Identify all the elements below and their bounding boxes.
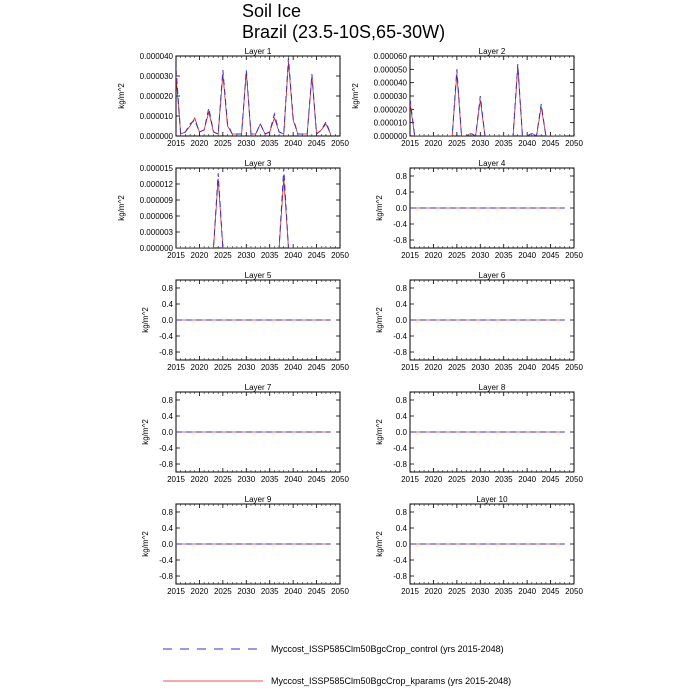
legend-label-kparams: Myccost_ISSP585Clm50BgcCrop_kparams (yrs 2015-2048) (271, 676, 512, 686)
panel-layer-5 (141, 271, 349, 372)
series-line-control (410, 64, 565, 136)
y-tick-label: 0.4 (395, 524, 407, 533)
panel-title: Layer 4 (478, 159, 506, 168)
series-line-kparams (410, 67, 565, 136)
x-tick-label: 2015 (167, 475, 185, 484)
x-tick-label: 2050 (331, 475, 349, 484)
x-tick-label: 2035 (494, 251, 513, 260)
y-axis-label: kg/m^2 (141, 531, 150, 557)
y-tick-label: 0.0 (395, 540, 407, 549)
y-tick-label: 0.000000 (139, 244, 173, 253)
y-tick-label: 0.8 (395, 396, 407, 405)
panel-title: Layer 8 (478, 383, 506, 392)
y-axis-label: kg/m^2 (375, 531, 384, 557)
panel-layer-10 (375, 495, 583, 596)
plot-frame (410, 56, 574, 136)
x-tick-label: 2025 (213, 139, 232, 148)
y-tick-label: 0.8 (161, 284, 173, 293)
x-tick-label: 2040 (284, 139, 303, 148)
y-tick-label: 0.0 (395, 204, 407, 213)
y-tick-label: 0.4 (395, 188, 407, 197)
x-tick-label: 2035 (494, 587, 513, 596)
x-tick-label: 2045 (541, 475, 560, 484)
y-tick-label: 0.000040 (373, 78, 407, 88)
x-tick-label: 2015 (167, 587, 185, 596)
figure-title: Soil Ice (242, 1, 302, 21)
y-tick-label: 0.0 (395, 428, 407, 437)
x-tick-label: 2035 (260, 475, 279, 484)
x-tick-label: 2040 (284, 363, 303, 372)
x-tick-label: 2050 (565, 363, 583, 372)
x-tick-label: 2045 (307, 139, 326, 148)
x-tick-label: 2045 (307, 251, 326, 260)
x-tick-label: 2040 (284, 475, 303, 484)
x-tick-label: 2050 (331, 251, 349, 260)
x-tick-label: 2040 (518, 587, 537, 596)
y-tick-label: 0.000010 (139, 112, 173, 121)
x-tick-label: 2050 (331, 139, 349, 148)
x-tick-label: 2015 (401, 363, 419, 372)
x-tick-label: 2045 (541, 139, 560, 148)
x-tick-label: 2035 (494, 139, 513, 148)
panel-title: Layer 2 (478, 47, 506, 56)
y-tick-label: 0.8 (161, 508, 173, 517)
y-tick-label: 0.4 (161, 524, 173, 533)
x-tick-label: 2015 (401, 475, 419, 484)
x-tick-label: 2045 (307, 475, 326, 484)
x-tick-label: 2045 (541, 587, 560, 596)
x-tick-label: 2040 (518, 251, 537, 260)
panels (117, 47, 583, 596)
panel-layer-4 (375, 159, 583, 260)
x-tick-label: 2030 (471, 587, 490, 596)
y-axis-label: kg/m^2 (117, 83, 126, 109)
x-tick-label: 2050 (331, 587, 349, 596)
series-line-control (176, 168, 331, 248)
x-tick-label: 2025 (213, 251, 232, 260)
x-tick-label: 2035 (494, 363, 513, 372)
series-line-kparams (176, 62, 331, 134)
y-tick-label: -0.8 (159, 460, 173, 469)
y-tick-label: 0.0 (161, 316, 173, 325)
x-tick-label: 2035 (260, 139, 279, 148)
panel-layer-2 (351, 47, 583, 148)
y-tick-label: 0.000000 (373, 132, 407, 141)
y-tick-label: 0.8 (395, 284, 407, 293)
y-tick-label: -0.4 (393, 556, 407, 565)
x-tick-label: 2030 (237, 251, 256, 260)
x-tick-label: 2035 (260, 363, 279, 372)
x-tick-label: 2045 (307, 587, 326, 596)
x-tick-label: 2025 (213, 363, 232, 372)
x-tick-label: 2050 (565, 587, 583, 596)
x-tick-label: 2050 (565, 139, 583, 148)
y-tick-label: -0.8 (393, 348, 407, 357)
y-tick-label: -0.8 (393, 236, 407, 245)
y-tick-label: 0.4 (161, 412, 173, 421)
legend (163, 644, 511, 686)
x-tick-label: 2025 (447, 363, 466, 372)
panel-layer-8 (375, 383, 583, 484)
y-tick-label: 0.0 (161, 540, 173, 549)
x-tick-label: 2040 (518, 139, 537, 148)
x-tick-label: 2025 (447, 139, 466, 148)
y-tick-label: -0.4 (393, 332, 407, 341)
x-tick-label: 2015 (167, 139, 185, 148)
y-tick-label: 0.4 (161, 300, 173, 309)
panel-title: Layer 5 (244, 271, 272, 280)
figure-subtitle: Brazil (23.5-10S,65-30W) (242, 22, 446, 42)
y-tick-label: -0.4 (393, 444, 407, 453)
panel-title: Layer 1 (244, 47, 272, 56)
x-tick-label: 2020 (190, 587, 209, 596)
x-tick-label: 2025 (213, 587, 232, 596)
y-tick-label: 0.000010 (373, 118, 407, 128)
x-tick-label: 2025 (213, 475, 232, 484)
y-tick-label: 0.000009 (139, 196, 173, 205)
x-tick-label: 2045 (541, 363, 560, 372)
y-axis-label: kg/m^2 (351, 83, 360, 109)
x-tick-label: 2035 (494, 475, 513, 484)
x-tick-label: 2050 (565, 251, 583, 260)
y-tick-label: 0.000012 (139, 180, 173, 189)
panel-title: Layer 7 (244, 383, 272, 392)
x-tick-label: 2035 (260, 587, 279, 596)
x-tick-label: 2025 (447, 587, 466, 596)
series-line-kparams (176, 179, 331, 248)
x-tick-label: 2050 (565, 475, 583, 484)
y-axis-label: kg/m^2 (375, 307, 384, 333)
x-tick-label: 2020 (190, 251, 209, 260)
y-tick-label: 0.000020 (139, 92, 173, 101)
x-tick-label: 2045 (541, 251, 560, 260)
y-tick-label: -0.4 (159, 332, 173, 341)
x-tick-label: 2015 (401, 251, 419, 260)
x-tick-label: 2040 (518, 475, 537, 484)
y-tick-label: -0.8 (159, 348, 173, 357)
series-line-control (176, 58, 331, 134)
y-tick-label: -0.8 (393, 572, 407, 581)
x-tick-label: 2030 (237, 475, 256, 484)
y-tick-label: 0.000000 (139, 132, 173, 141)
y-tick-label: 0.000030 (139, 72, 173, 81)
panel-title: Layer 9 (244, 495, 272, 504)
panel-layer-6 (375, 271, 583, 372)
x-tick-label: 2040 (284, 251, 303, 260)
y-tick-label: 0.000020 (373, 105, 407, 115)
x-tick-label: 2030 (471, 251, 490, 260)
x-tick-label: 2020 (424, 587, 443, 596)
x-tick-label: 2020 (424, 251, 443, 260)
panel-title: Layer 6 (478, 271, 506, 280)
y-tick-label: 0.8 (395, 508, 407, 517)
x-tick-label: 2020 (190, 475, 209, 484)
x-tick-label: 2015 (167, 363, 185, 372)
x-tick-label: 2050 (331, 363, 349, 372)
y-tick-label: 0.8 (395, 172, 407, 181)
y-axis-label: kg/m^2 (375, 195, 384, 221)
x-tick-label: 2025 (447, 475, 466, 484)
y-tick-label: 0.000060 (373, 52, 407, 61)
x-tick-label: 2020 (190, 139, 209, 148)
x-tick-label: 2025 (447, 251, 466, 260)
y-tick-label: -0.4 (393, 220, 407, 229)
y-tick-label: 0.0 (161, 428, 173, 437)
y-axis-label: kg/m^2 (141, 419, 150, 445)
y-tick-label: 0.000015 (139, 164, 173, 173)
y-tick-label: 0.000003 (139, 228, 173, 237)
y-tick-label: 0.0 (395, 316, 407, 325)
x-tick-label: 2030 (237, 587, 256, 596)
y-tick-label: 0.000006 (139, 212, 173, 221)
x-tick-label: 2040 (284, 587, 303, 596)
x-tick-label: 2015 (167, 251, 185, 260)
panel-title: Layer 3 (244, 159, 272, 168)
y-tick-label: 0.000040 (139, 52, 173, 61)
panel-layer-3 (117, 159, 349, 260)
y-axis-label: kg/m^2 (141, 307, 150, 333)
x-tick-label: 2015 (401, 139, 419, 148)
x-tick-label: 2015 (401, 587, 419, 596)
x-tick-label: 2020 (424, 139, 443, 148)
x-tick-label: 2030 (471, 139, 490, 148)
y-tick-label: -0.4 (159, 556, 173, 565)
x-tick-label: 2020 (424, 363, 443, 372)
y-tick-label: 0.000050 (373, 65, 407, 75)
y-tick-label: 0.000030 (373, 92, 407, 101)
panel-title: Layer 10 (476, 495, 508, 504)
y-tick-label: 0.4 (395, 300, 407, 309)
y-tick-label: -0.8 (159, 572, 173, 581)
y-axis-label: kg/m^2 (375, 419, 384, 445)
x-tick-label: 2040 (518, 363, 537, 372)
x-tick-label: 2020 (190, 363, 209, 372)
x-tick-label: 2045 (307, 363, 326, 372)
plot-frame (176, 168, 340, 248)
y-tick-label: 0.8 (161, 396, 173, 405)
y-tick-label: -0.8 (393, 460, 407, 469)
x-tick-label: 2030 (471, 363, 490, 372)
y-tick-label: -0.4 (159, 444, 173, 453)
panel-layer-1 (117, 47, 349, 148)
x-tick-label: 2030 (237, 363, 256, 372)
y-axis-label: kg/m^2 (117, 195, 126, 221)
legend-label-control: Myccost_ISSP585Clm50BgcCrop_control (yrs 2015-2048) (271, 644, 504, 654)
y-tick-label: 0.4 (395, 412, 407, 421)
panel-layer-9 (141, 495, 349, 596)
panel-layer-7 (141, 383, 349, 484)
x-tick-label: 2035 (260, 251, 279, 260)
x-tick-label: 2030 (471, 475, 490, 484)
x-tick-label: 2030 (237, 139, 256, 148)
x-tick-label: 2020 (424, 475, 443, 484)
